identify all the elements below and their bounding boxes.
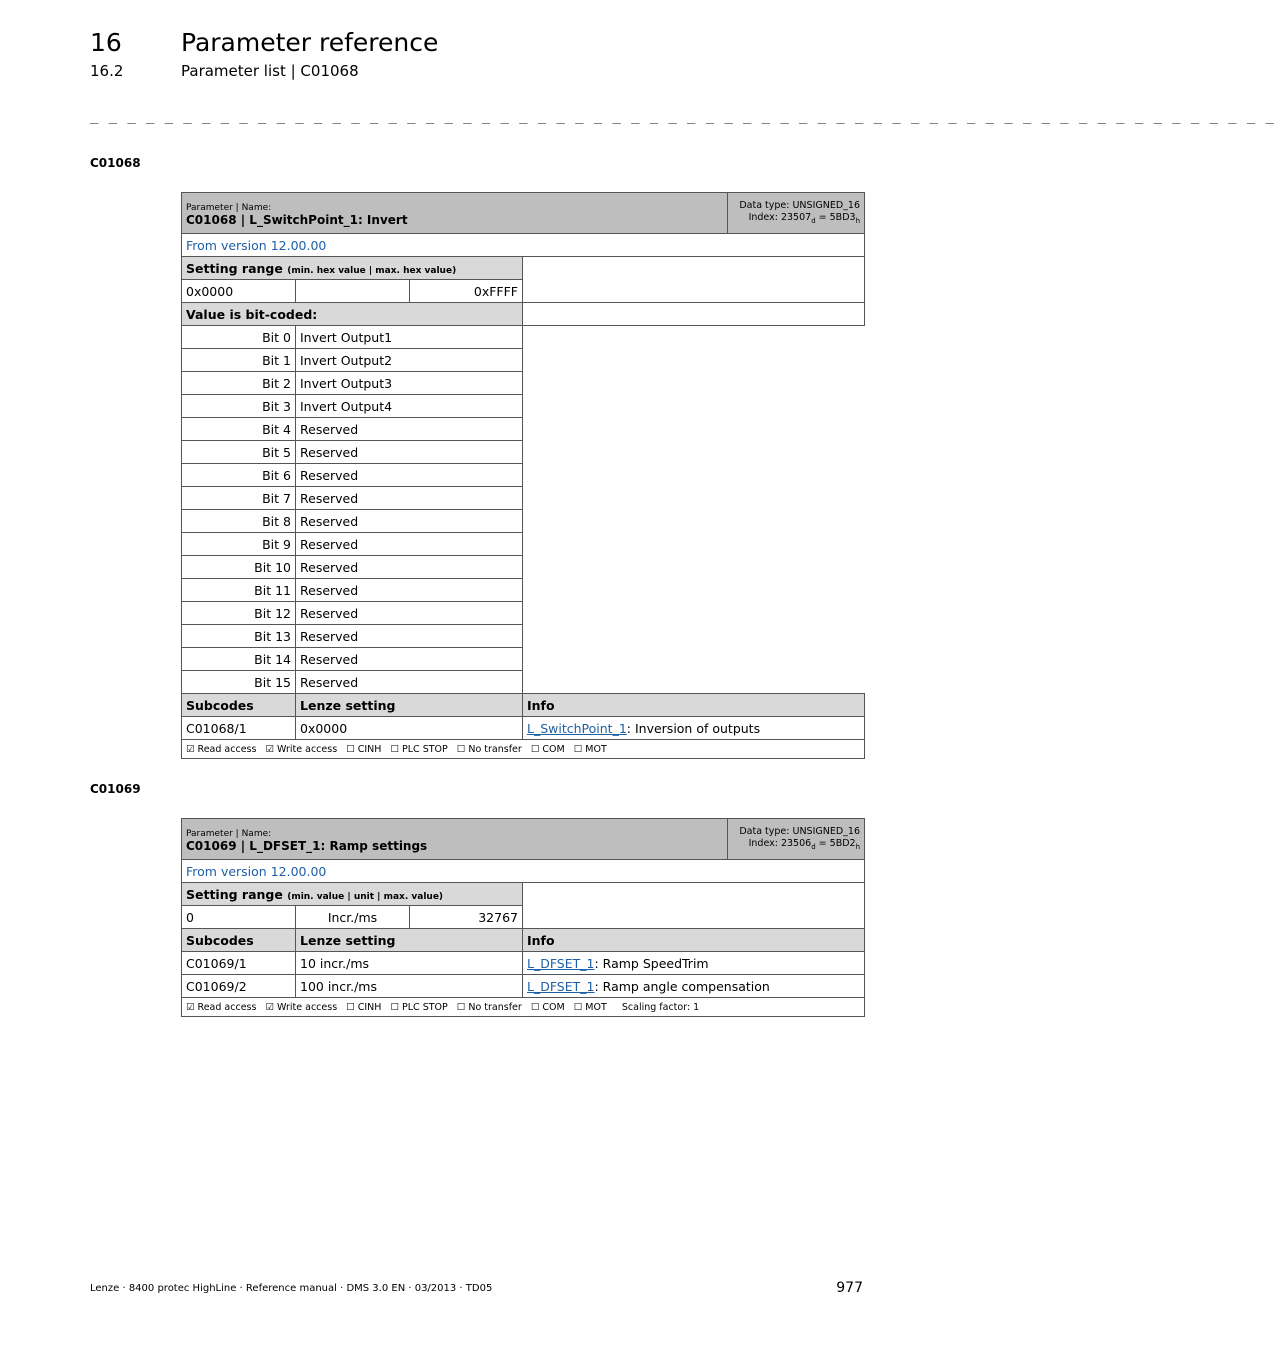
bit-description: Reserved: [296, 533, 523, 556]
bit-number: Bit 10: [182, 556, 296, 579]
bit-number: Bit 0: [182, 326, 296, 349]
bit-description: Reserved: [296, 648, 523, 671]
subcode: C01068/1: [182, 717, 296, 740]
bit-row: [182, 372, 865, 395]
bit-description: Reserved: [296, 464, 523, 487]
bit-number: Bit 11: [182, 579, 296, 602]
range-unit: Incr./ms: [296, 906, 410, 929]
index-info: Index: $23506_d = 5BD2_h$: [748, 837, 861, 851]
param-name: C01068 | L_SwitchPoint_1: Invert: [186, 213, 408, 227]
bit-row: [182, 464, 865, 487]
subcode: C01069/2: [182, 975, 296, 998]
data-type-cell: [728, 193, 865, 234]
bit-number: Bit 6: [182, 464, 296, 487]
bit-row: [182, 326, 865, 349]
bit-description: Reserved: [296, 625, 523, 648]
access-flags: ☑ Read access ☑ Write access ☐ CINH ☐ PLC STOP ☐ No transfer ☐ COM ☐ MOT: [182, 740, 865, 759]
bit-number: Bit 5: [182, 441, 296, 464]
range-max: 32767: [410, 906, 523, 929]
bit-number: Bit 4: [182, 418, 296, 441]
parameter-table-c01069: [181, 818, 865, 1017]
table-row: [182, 952, 865, 975]
param-header: [182, 193, 728, 234]
param-header: [182, 819, 728, 860]
col-info: Info: [523, 694, 865, 717]
range-min: 0: [182, 906, 296, 929]
range-min: 0x0000: [182, 280, 296, 303]
bit-number: Bit 3: [182, 395, 296, 418]
info-cell: L_SwitchPoint_1: Inversion of outputs: [523, 717, 865, 740]
bit-description: Reserved: [296, 441, 523, 464]
bit-row: [182, 487, 865, 510]
data-type: Data type: UNSIGNED_16: [739, 199, 860, 211]
col-subcodes: Subcodes: [182, 694, 296, 717]
bit-row: [182, 625, 865, 648]
info-cell: L_DFSET_1: Ramp SpeedTrim: [523, 952, 865, 975]
info-cell: L_DFSET_1: Ramp angle compensation: [523, 975, 865, 998]
version-info: From version 12.00.00: [182, 860, 865, 883]
bit-row: [182, 510, 865, 533]
bit-number: Bit 8: [182, 510, 296, 533]
subcode: C01069/1: [182, 952, 296, 975]
bit-row: [182, 648, 865, 671]
param-label: Parameter | Name:: [186, 829, 272, 839]
col-lenze-setting: Lenze setting: [296, 929, 523, 952]
bit-row: [182, 602, 865, 625]
bit-row: [182, 579, 865, 602]
bit-description: Reserved: [296, 487, 523, 510]
section-title: Parameter list | C01068: [181, 62, 359, 80]
bit-description: Reserved: [296, 671, 523, 694]
param-label: Parameter | Name:: [186, 203, 272, 213]
bit-row: [182, 441, 865, 464]
bit-number: Bit 7: [182, 487, 296, 510]
col-subcodes: Subcodes: [182, 929, 296, 952]
bit-number: Bit 1: [182, 349, 296, 372]
bit-row: [182, 533, 865, 556]
bit-description: Reserved: [296, 510, 523, 533]
access-flags: ☑ Read access ☑ Write access ☐ CINH ☐ PLC STOP ☐ No transfer ☐ COM ☐ MOT Scaling factor: 1: [182, 998, 865, 1017]
bit-number: Bit 14: [182, 648, 296, 671]
col-lenze-setting: Lenze setting: [296, 694, 523, 717]
table-row: [182, 717, 865, 740]
version-info: From version 12.00.00: [182, 234, 865, 257]
table-row: [182, 975, 865, 998]
bit-number: Bit 13: [182, 625, 296, 648]
bit-description: Reserved: [296, 418, 523, 441]
index-info: Index: $23507_d = 5BD3_h$: [748, 211, 860, 225]
chapter-number: 16: [90, 28, 122, 57]
bit-number: Bit 9: [182, 533, 296, 556]
bit-description: Invert Output4: [296, 395, 523, 418]
bit-row: [182, 556, 865, 579]
section-heading-c01068: C01068: [90, 156, 141, 170]
chapter-title: Parameter reference: [181, 28, 439, 57]
bit-row: [182, 671, 865, 694]
setting-range-label: Setting range (min. hex value | max. hex value): [182, 257, 523, 280]
section-number: 16.2: [90, 62, 124, 80]
bit-row: [182, 418, 865, 441]
bit-number: Bit 2: [182, 372, 296, 395]
lenze-setting: 0x0000: [296, 717, 523, 740]
data-type-cell: [728, 819, 865, 860]
lenze-setting: 100 incr./ms: [296, 975, 523, 998]
footer-text: Lenze · 8400 protec HighLine · Reference manual · DMS 3.0 EN · 03/2013 · TD05: [90, 1283, 493, 1294]
parameter-table-c01068: [181, 192, 865, 759]
info-link[interactable]: L_DFSET_1: [527, 978, 595, 994]
section-heading-c01069: C01069: [90, 782, 141, 796]
info-link[interactable]: L_DFSET_1: [527, 955, 595, 971]
bit-description: Invert Output2: [296, 349, 523, 372]
bit-description: Invert Output1: [296, 326, 523, 349]
bit-row: [182, 395, 865, 418]
bit-description: Reserved: [296, 579, 523, 602]
bit-number: Bit 15: [182, 671, 296, 694]
lenze-setting: 10 incr./ms: [296, 952, 523, 975]
bit-number: Bit 12: [182, 602, 296, 625]
param-name: C01069 | L_DFSET_1: Ramp settings: [186, 839, 428, 853]
range-unit: [296, 280, 410, 303]
bitcoded-label: Value is bit-coded:: [182, 303, 523, 326]
data-type: Data type: UNSIGNED_16: [739, 825, 861, 837]
bit-description: Reserved: [296, 602, 523, 625]
bit-description: Invert Output3: [296, 372, 523, 395]
bit-description: Reserved: [296, 556, 523, 579]
info-link[interactable]: L_SwitchPoint_1: [527, 720, 627, 736]
setting-range-label: Setting range (min. value | unit | max. value): [182, 883, 523, 906]
bit-row: [182, 349, 865, 372]
page-number: 977: [836, 1280, 863, 1296]
separator-line: _ _ _ _ _ _ _ _ _ _ _ _ _ _ _ _ _ _ _ _ _ _ _ _ _ _ _ _ _ _ _ _ _ _ _ _ _ _ _ _ _ _ _ _ _ _ _ _ _ _ _ _ _ _ _ _ _ _ _ _ _ _ _ _: [90, 108, 1275, 124]
range-max: 0xFFFF: [410, 280, 523, 303]
col-info: Info: [523, 929, 865, 952]
